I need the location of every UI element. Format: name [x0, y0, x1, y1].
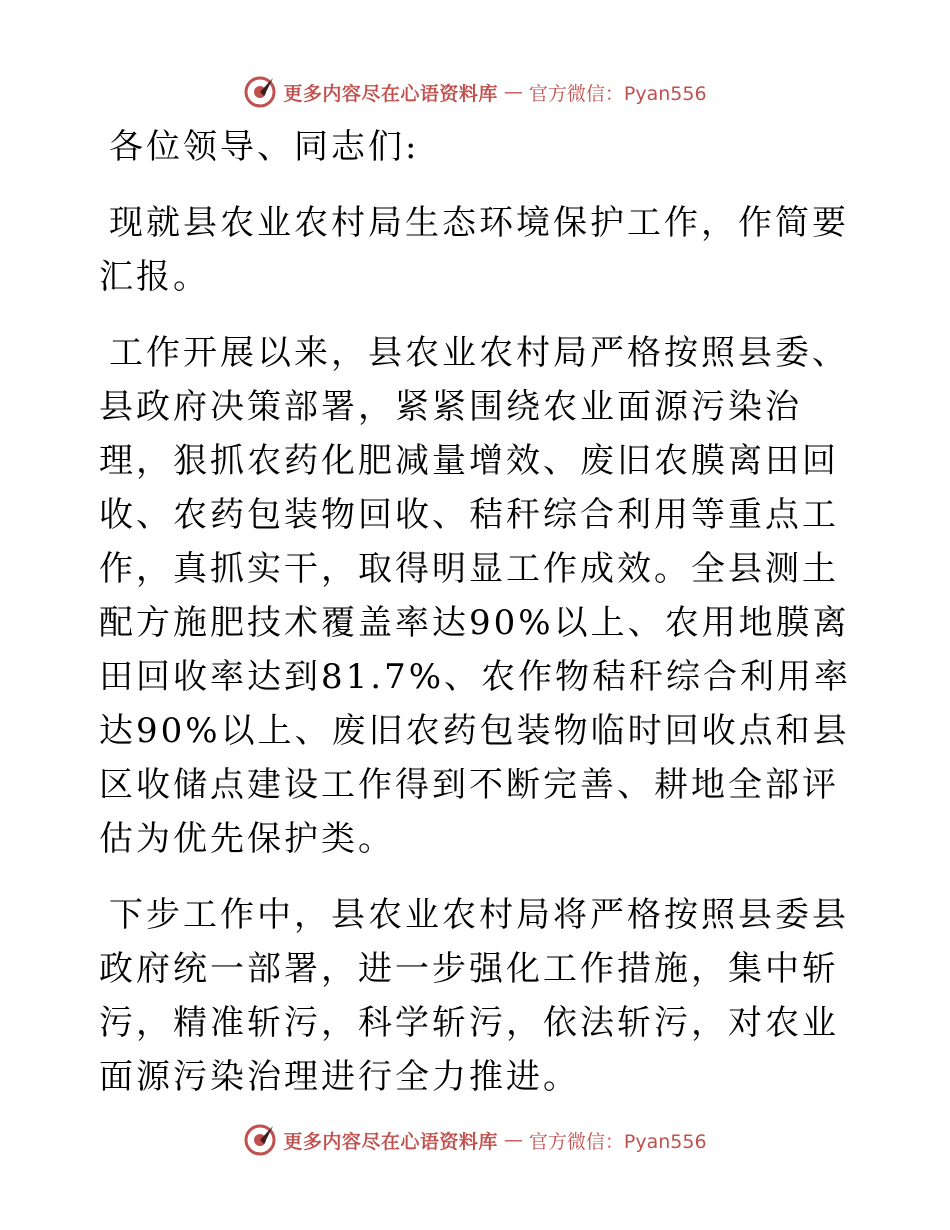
greeting: 各位领导、同志们:	[109, 127, 420, 167]
footer-banner	[0, 1120, 950, 1160]
footer-banner-wechat-id: 官方微信：Pyan556	[528, 1130, 707, 1153]
document-body	[99, 120, 859, 1126]
quill-pen-logo-icon	[243, 75, 277, 109]
footer-banner-site-name: 更多内容尽在心语资料库	[283, 1130, 498, 1153]
footer-banner-dash: —	[503, 1129, 523, 1151]
header-banner	[0, 72, 950, 112]
paragraph-2: 工作开展以来，县农业农村局严格按照县委、县政府决策部署，紧紧围绕农业面源污染治理，狠抓农药化肥减量增效、废旧农膜离田回收、农药包装物回收、秸秆综合利用等重点工作，真抓实干，取得明显工作成效。全县测土配方施肥技术覆盖率达90%以上、农用地膜离田回收率达到81.7%、农作物秸秆综合利用率达90%以上、废旧农药包装物临时回收点和县区收储点建设工作得到不断完善、耕地全部评估为优先保护类。	[99, 333, 852, 859]
banner-site-name: 更多内容尽在心语资料库	[283, 82, 498, 105]
quill-pen-logo-icon	[243, 1123, 277, 1157]
paragraph-3: 下步工作中，县农业农村局将严格按照县委县政府统一部署，进一步强化工作措施，集中斩污，精准斩污，科学斩污，依法斩污，对农业面源污染治理进行全力推进。	[99, 895, 849, 1097]
banner-wechat-id: 官方微信：Pyan556	[528, 82, 707, 105]
paragraph-1: 现就县农业农村局生态环境保护工作，作简要汇报。	[99, 203, 849, 297]
banner-dash: —	[503, 81, 523, 103]
